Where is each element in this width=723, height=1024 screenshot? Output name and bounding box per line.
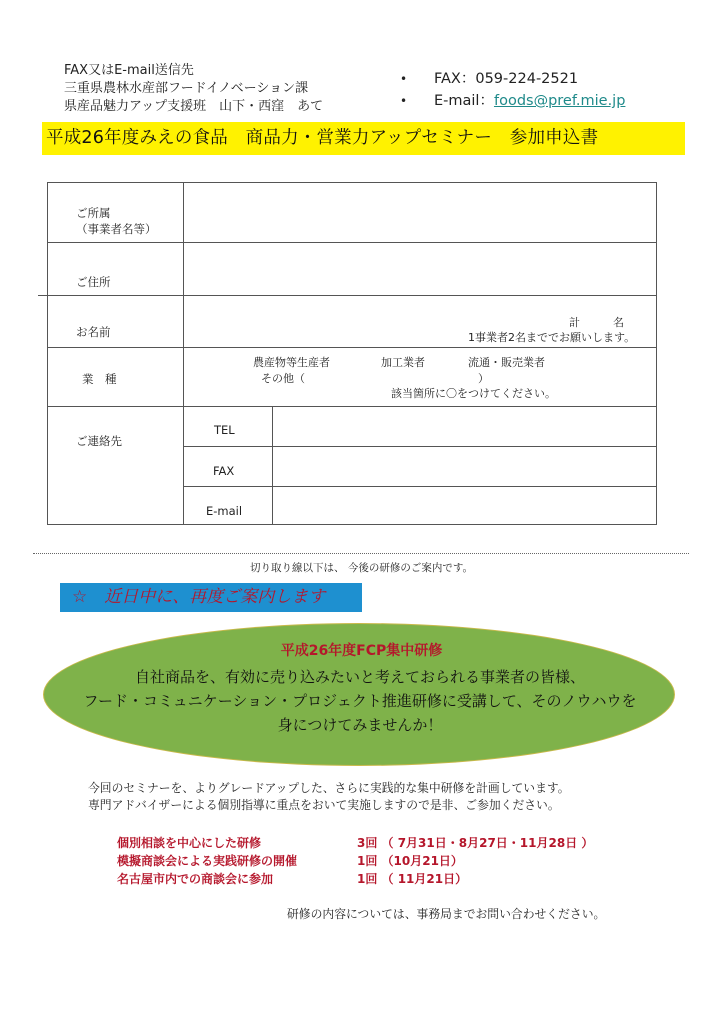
sender-line: FAX又はE-mail送信先 bbox=[64, 63, 194, 78]
email-row bbox=[400, 90, 625, 112]
tel-input[interactable] bbox=[274, 408, 655, 445]
row-divider bbox=[183, 446, 656, 447]
tel-label: TEL bbox=[214, 423, 235, 437]
address-label: ご住所 bbox=[76, 275, 111, 289]
fax-number: FAX：059-224-2521 bbox=[434, 71, 579, 87]
column-divider bbox=[272, 406, 273, 524]
promo-body bbox=[40, 665, 680, 737]
contact-info bbox=[400, 68, 625, 112]
cut-note: 切り取り線以下は、 今後の研修のご案内です。 bbox=[250, 562, 473, 574]
email-link[interactable]: foods@pref.mie.jp bbox=[493, 93, 626, 109]
row-divider bbox=[48, 406, 656, 407]
fax-row bbox=[400, 68, 625, 90]
sender-line: 県産品魅力アップ支援班 山下・西窪 あて bbox=[64, 99, 324, 114]
row-divider bbox=[183, 486, 656, 487]
fax-input[interactable] bbox=[274, 448, 655, 485]
page-title: 平成26年度みえの食品 商品力・営業力アップセミナー 参加申込書 bbox=[42, 122, 685, 155]
affiliation-input[interactable] bbox=[185, 183, 655, 241]
description bbox=[88, 780, 570, 814]
schedule-item: 模擬商談会による実践研修の開催 1回 （10月21日） bbox=[117, 854, 463, 868]
contact-label: ご連絡先 bbox=[76, 434, 122, 448]
name-label: お名前 bbox=[76, 325, 111, 339]
industry-option-processor[interactable]: 加工業者 bbox=[381, 356, 425, 369]
description-line: 今回のセミナーを、よりグレードアップした、さらに実践的な集中研修を計画しています。 bbox=[88, 781, 570, 795]
name-note: 1事業者2名まででお願いします。 bbox=[468, 331, 636, 344]
schedule-list bbox=[117, 834, 593, 888]
industry-option-other[interactable]: その他（ bbox=[261, 372, 305, 385]
bullet-icon: • bbox=[400, 94, 408, 108]
application-form bbox=[47, 182, 657, 525]
promo-line: 自社商品を、有効に売り込みたいと考えておられる事業者の皆様、 bbox=[134, 668, 585, 686]
promo-title: 平成26年度FCP集中研修 bbox=[280, 643, 443, 659]
fax-label: FAX bbox=[213, 464, 235, 478]
cut-line bbox=[33, 553, 689, 554]
schedule-item: 名古屋市内での商談会に参加 1回 （ 11月21日） bbox=[117, 872, 468, 886]
notice-banner: ☆ 近日中に、再度ご案内します bbox=[60, 583, 362, 612]
bullet-icon: • bbox=[400, 72, 408, 86]
row-divider bbox=[38, 295, 656, 296]
industry-option-distributor[interactable]: 流通・販売業者 bbox=[468, 356, 545, 369]
column-divider bbox=[183, 183, 184, 524]
industry-label: 業 種 bbox=[82, 372, 117, 386]
description-line: 専門アドバイザーによる個別指導に重点をおいて実施しますので是非、ご参加ください。 bbox=[88, 798, 560, 812]
promo-line: 身につけてみませんか！ bbox=[277, 716, 443, 734]
industry-other-close: ） bbox=[478, 372, 489, 385]
industry-option-producer[interactable]: 農産物等生産者 bbox=[253, 356, 330, 369]
closing-note: 研修の内容については、事務局までお問い合わせください。 bbox=[287, 907, 606, 921]
schedule-item: 個別相談を中心にした研修 3回 （ 7月31日・8月27日・11月28日 ） bbox=[117, 836, 594, 850]
promo-line: フード・コミュニケーション・プロジェクト推進研修に受講して、そのノウハウを bbox=[83, 692, 637, 710]
row-divider bbox=[48, 242, 656, 243]
address-input[interactable] bbox=[185, 244, 655, 294]
email-input[interactable] bbox=[274, 488, 655, 523]
row-divider bbox=[48, 347, 656, 348]
sender-line: 三重県農林水産部フードイノベーション課 bbox=[64, 81, 309, 96]
affiliation-label: ご所属 （事業者名等） bbox=[76, 206, 157, 236]
name-count: 計 名 bbox=[569, 316, 624, 329]
sender-info bbox=[64, 62, 323, 116]
email-label: E-mail： bbox=[434, 93, 494, 109]
email-field-label: E-mail bbox=[206, 504, 243, 518]
industry-note: 該当箇所に〇をつけてください。 bbox=[391, 387, 556, 400]
